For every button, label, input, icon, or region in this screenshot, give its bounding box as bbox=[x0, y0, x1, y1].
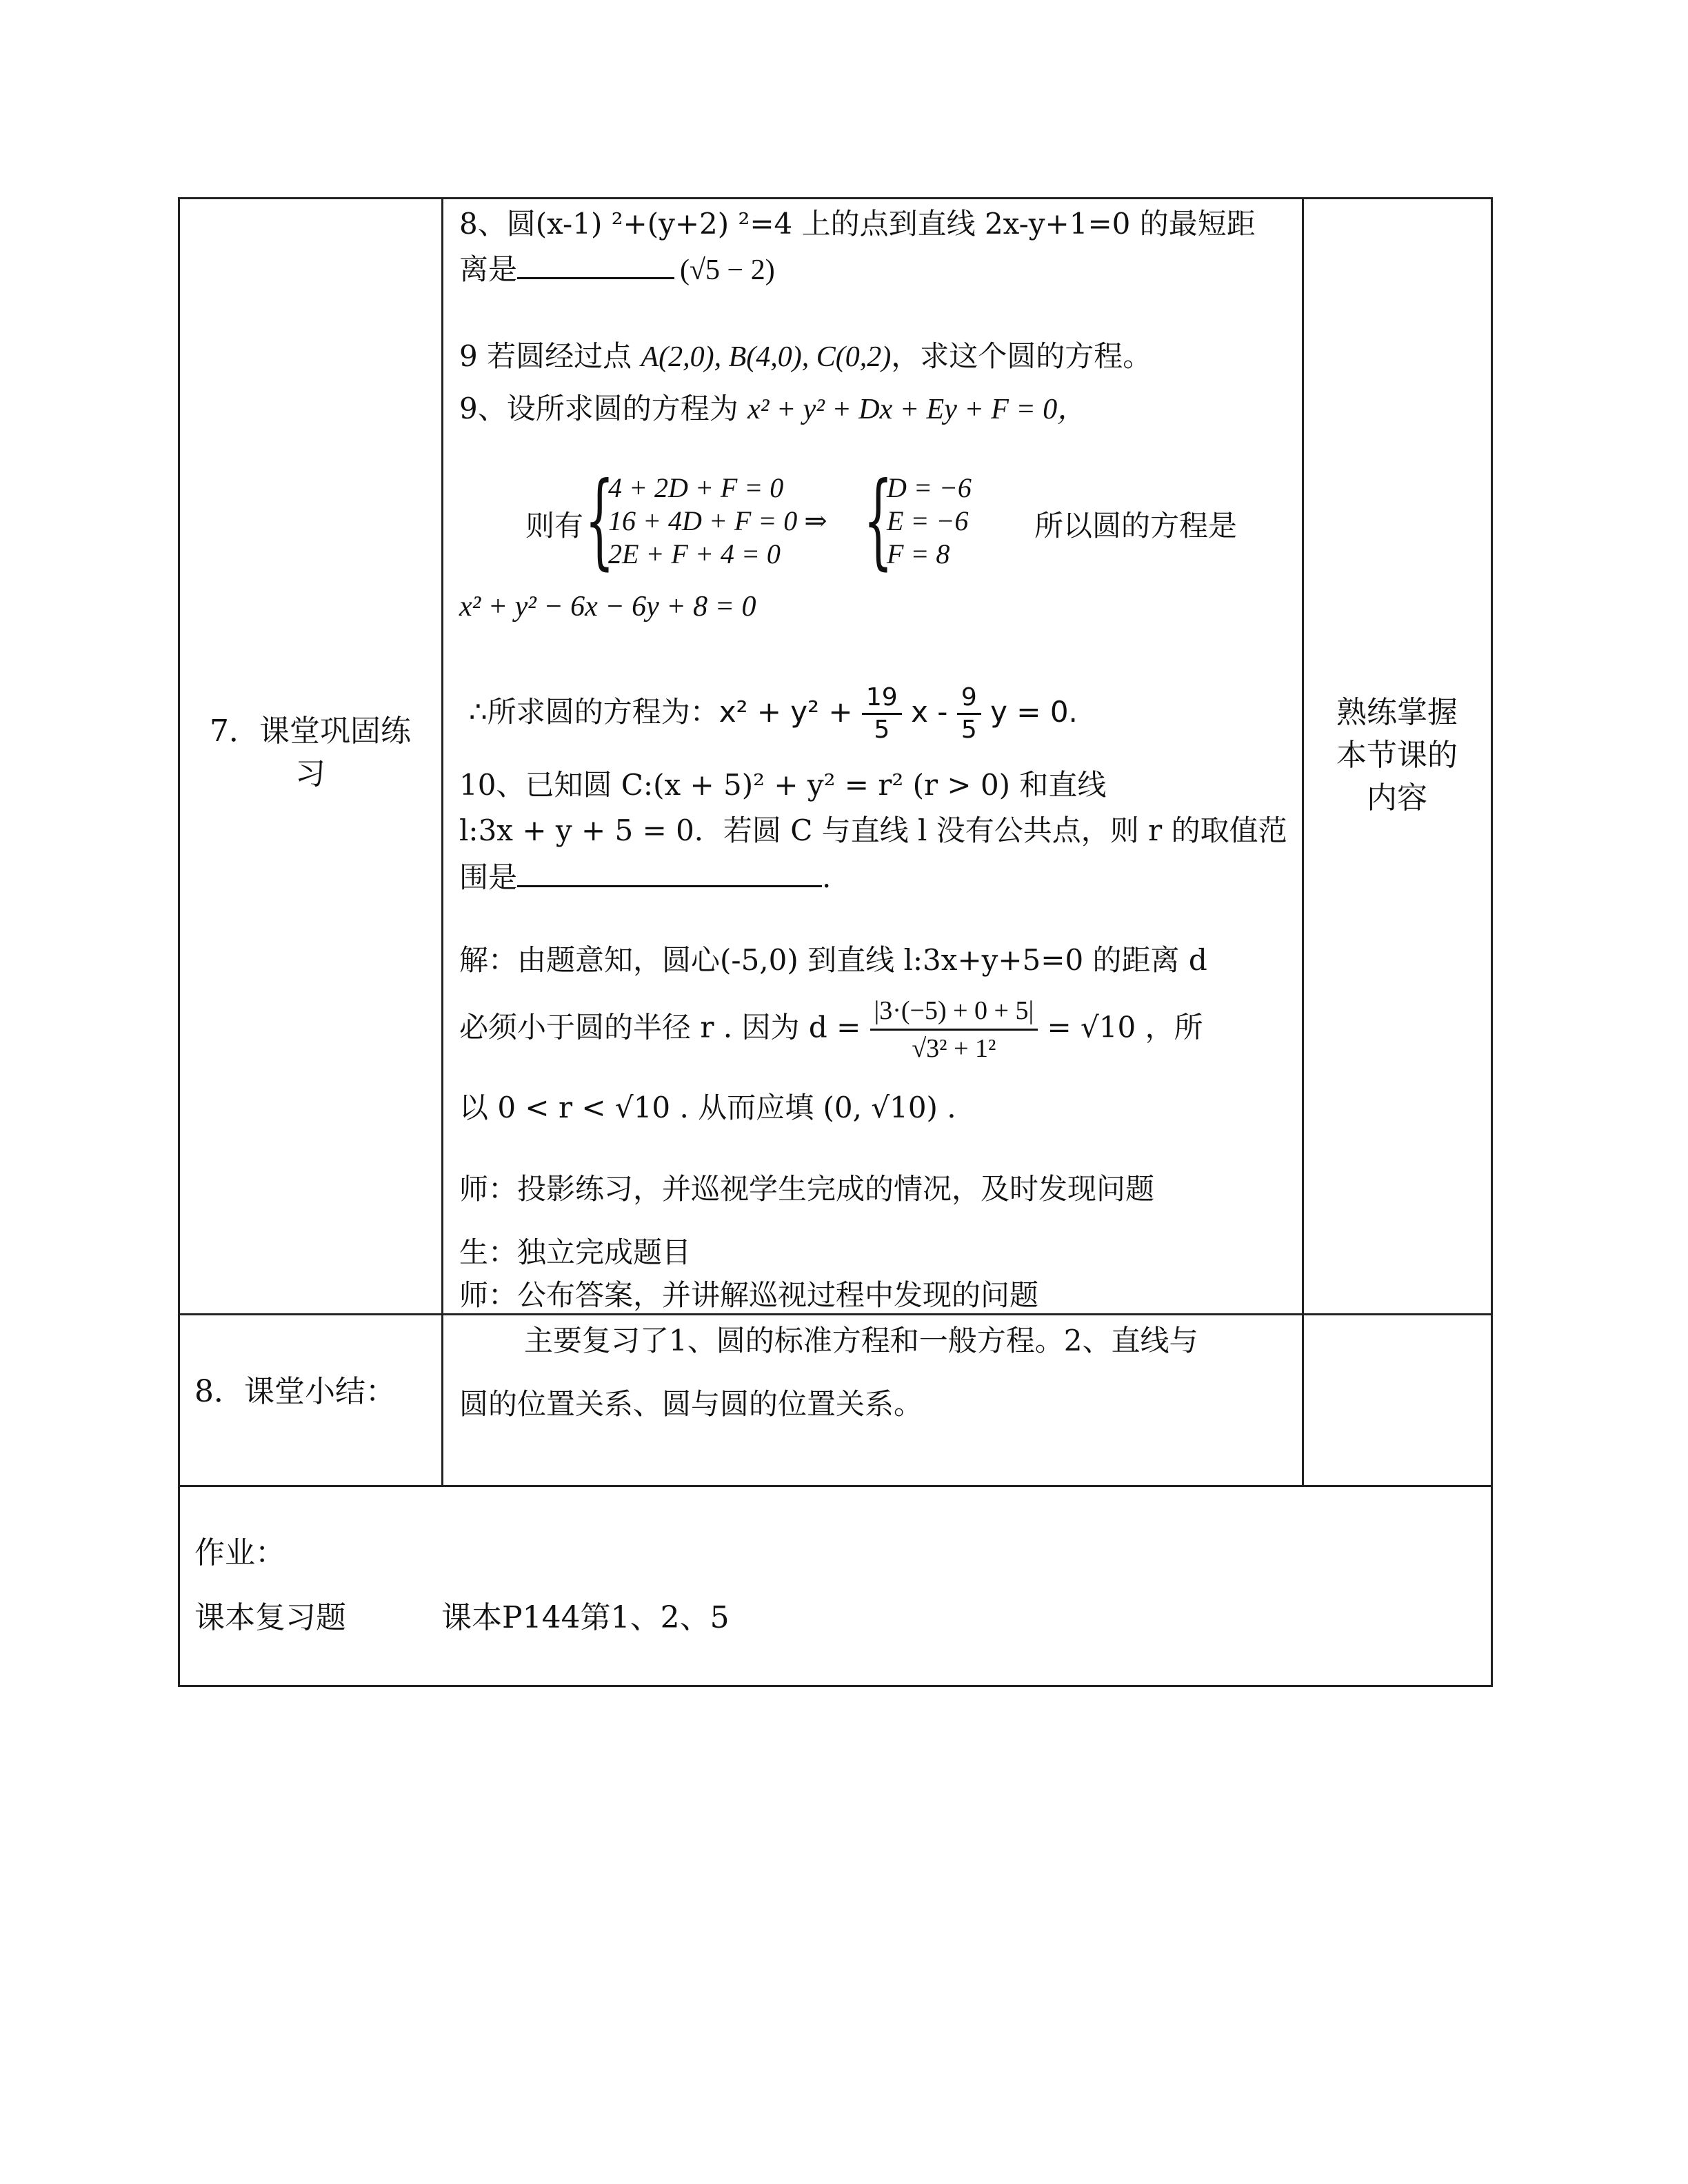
q9-prompt-suffix: ，求这个圆的方程。 bbox=[891, 339, 1152, 373]
q9-points: A(2,0), B(4,0), C(0,2) bbox=[641, 341, 892, 373]
left-brace-2: { bbox=[863, 461, 893, 580]
homework-right: 课本P144第1、2、5 bbox=[441, 1600, 730, 1635]
row7-goal bbox=[1305, 691, 1489, 820]
q9-solution-setup bbox=[459, 386, 1086, 427]
q9-so: 所以圆的方程是 bbox=[1034, 509, 1238, 543]
q9-sys2-row2: E = −6 bbox=[887, 505, 969, 536]
teacher-line2: 师：公布答案，并讲解巡视过程中发现的问题 bbox=[459, 1278, 1039, 1312]
solution-line2-prefix: 必须小于圆的半径 r . 因为 d = bbox=[459, 1010, 861, 1044]
q8-line2-prefix: 离是 bbox=[459, 252, 518, 286]
q9-sys1-row2: 16 + 4D + F = 0 ⇒ bbox=[608, 505, 827, 536]
fraction-9-5-den: 5 bbox=[957, 713, 981, 745]
fraction-9-5-num: 9 bbox=[961, 683, 977, 711]
therefore-line bbox=[469, 682, 1078, 745]
solution-line2-suffix: = √10 ，所 bbox=[1047, 1010, 1203, 1044]
table-border-right bbox=[1491, 197, 1493, 1687]
q9-sol-prefix: 9、设所求圆的方程为 bbox=[459, 392, 738, 425]
teacher-line1: 师：投影练习，并巡视学生完成的情况，及时发现问题 bbox=[459, 1172, 1155, 1206]
row8-label: 8．课堂小结： bbox=[194, 1374, 396, 1409]
homework-left: 课本复习题 bbox=[194, 1600, 346, 1635]
distance-fraction-num: |3·(−5) + 0 + 5| bbox=[874, 996, 1034, 1025]
row-divider-8-hw bbox=[178, 1485, 1493, 1487]
q10-answer-blank bbox=[517, 862, 822, 887]
q9-sys1-row1: 4 + 2D + F = 0 bbox=[608, 472, 784, 503]
solution-line3: 以 0 < r < √10 . 从而应填 (0, √10) . bbox=[459, 1091, 956, 1124]
fraction-19-5 bbox=[862, 682, 902, 745]
q10-line2: l:3x + y + 5 = 0．若圆 C 与直线 l 没有公共点，则 r 的取值范 bbox=[459, 813, 1287, 847]
fraction-19-5-num: 19 bbox=[865, 683, 898, 711]
q9-result: x² + y² − 6x − 6y + 8 = 0 bbox=[459, 591, 756, 623]
q10-line3-prefix: 围是 bbox=[459, 860, 518, 894]
fraction-9-5 bbox=[957, 682, 981, 745]
q8-line1: 8、圆(x-1) ²+(y+2) ²=4 上的点到直线 2x-y+1=0 的最短距 bbox=[459, 207, 1256, 241]
distance-fraction bbox=[870, 993, 1038, 1066]
q9-prompt bbox=[459, 334, 1152, 375]
goal-line1: 熟练掌握 bbox=[1336, 695, 1458, 730]
q9-sol-eq: x² + y² + Dx + Ey + F = 0， bbox=[747, 394, 1087, 425]
solution-line1: 解：由题意知，圆心(-5,0) 到直线 l:3x+y+5=0 的距离 d bbox=[459, 943, 1207, 977]
q9-sys1-row3: 2E + F + 4 = 0 bbox=[608, 538, 781, 569]
q10-line3 bbox=[459, 855, 831, 896]
row7-label-line2: 习 bbox=[295, 756, 325, 791]
q10-line3-suffix: . bbox=[822, 860, 832, 894]
distance-fraction-den: √3² + 1² bbox=[870, 1029, 1038, 1066]
therefore-mid: x - bbox=[911, 695, 948, 729]
homework-title: 作业： bbox=[194, 1535, 285, 1570]
column-divider-2 bbox=[1302, 197, 1304, 1487]
q8-answer: (√5 − 2) bbox=[680, 254, 775, 286]
q9-sys2-row3: F = 8 bbox=[887, 538, 950, 569]
q9-sys2-row1: D = −6 bbox=[887, 472, 972, 503]
left-brace-1: { bbox=[585, 461, 614, 580]
summary-line1: 主要复习了1、圆的标准方程和一般方程。2、直线与 bbox=[524, 1324, 1198, 1357]
table-border-top bbox=[178, 197, 1493, 199]
row7-label bbox=[181, 710, 440, 796]
q9-then: 则有 bbox=[525, 509, 584, 543]
q9-prompt-prefix: 9 若圆经过点 bbox=[459, 339, 632, 373]
student-line: 生：独立完成题目 bbox=[459, 1235, 692, 1269]
therefore-prefix: ∴所求圆的方程为：x² + y² + bbox=[469, 695, 853, 729]
q8-answer-blank bbox=[517, 254, 674, 279]
goal-line2: 本节课的 bbox=[1336, 738, 1458, 773]
solution-line2 bbox=[459, 993, 1203, 1066]
q8-line2 bbox=[459, 247, 775, 288]
table-border-bottom bbox=[178, 1685, 1493, 1687]
goal-line3: 内容 bbox=[1367, 780, 1427, 816]
table-border-left bbox=[178, 197, 180, 1687]
therefore-end: y = 0. bbox=[990, 695, 1078, 729]
q10-line1: 10、已知圆 C:(x + 5)² + y² = r² (r > 0) 和直线 bbox=[459, 768, 1107, 802]
column-divider-1 bbox=[441, 197, 443, 1487]
summary-line2: 圆的位置关系、圆与圆的位置关系。 bbox=[459, 1387, 923, 1421]
row7-label-line1: 7．课堂巩固练 bbox=[210, 714, 411, 749]
fraction-19-5-den: 5 bbox=[862, 713, 902, 745]
